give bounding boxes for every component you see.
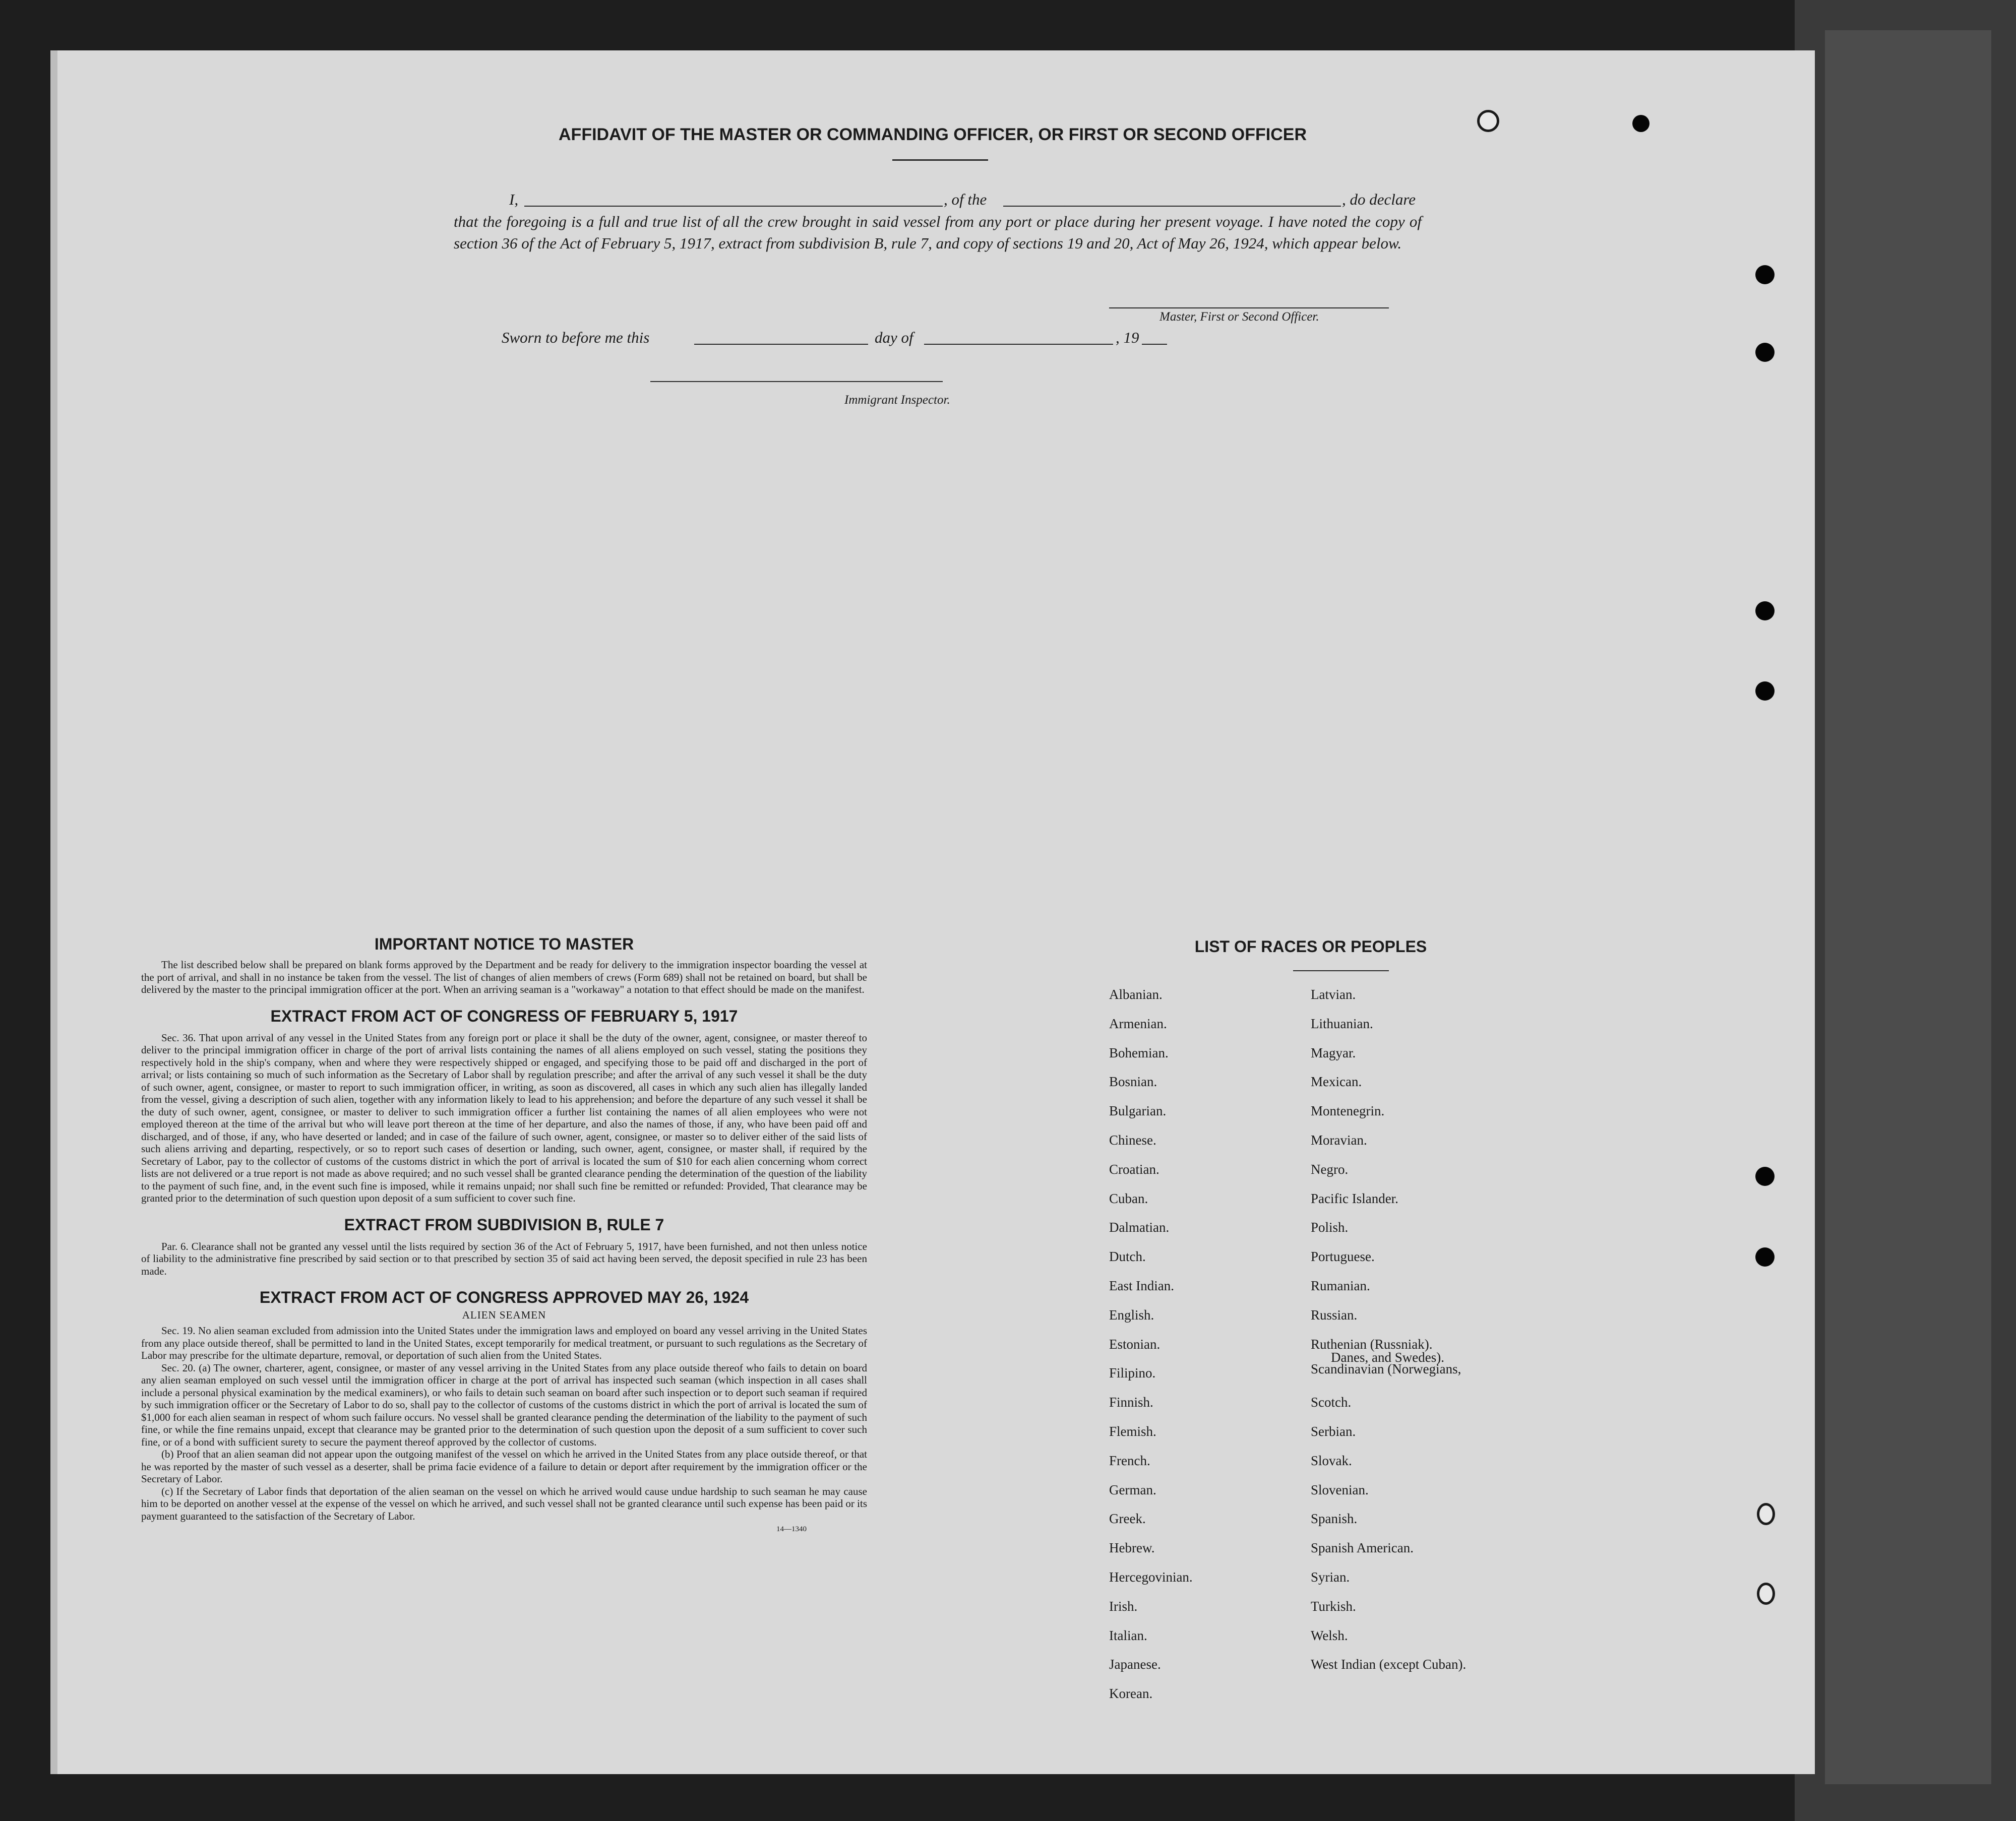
sworn-line [502,329,1207,349]
races-title-underline [1293,970,1389,971]
race-item: German. [1109,1482,1156,1497]
i-label: I, [509,191,519,208]
affidavit-line-1 [509,191,1422,211]
race-item: Irish. [1109,1598,1138,1614]
race-item: Moravian. [1311,1133,1367,1148]
race-item: Italian. [1109,1627,1147,1643]
race-item: Magyar. [1311,1045,1356,1060]
punch-hole-icon [1755,601,1775,620]
page-left-edge [50,50,57,1774]
extract-rule7-title: EXTRACT FROM SUBDIVISION B, RULE 7 [344,1215,664,1234]
race-item: Pacific Islander. [1311,1190,1398,1206]
race-item: Hercegovinian. [1109,1569,1193,1585]
race-item: English. [1109,1307,1154,1323]
race-item: Scotch. [1311,1395,1352,1410]
race-item: Scandinavian (Norwegians, [1311,1361,1461,1377]
race-item: Rumanian. [1311,1278,1370,1293]
punch-hole-icon [1755,681,1775,701]
race-item: Spanish. [1311,1511,1358,1527]
race-item: Ruthenian (Russniak). [1311,1336,1433,1352]
sworn-month-blank [924,344,1113,345]
alien-seamen-subtitle: ALIEN SEAMEN [462,1309,546,1321]
underlying-page-edge [1825,30,1991,1784]
punch-hole-icon [1755,1167,1775,1186]
race-item: Bosnian. [1109,1074,1157,1090]
punch-hole-icon [1477,110,1499,132]
sec-20-c: (c) If the Secretary of Labor finds that deportation of the alien seaman on the vessel on which he arrived would cause undue hardship to such seaman he may cause him to be deported on another vessel at the expense of the vessel on which he arrived, and such vessel shall not be granted clearance until such expense has been paid or its payment guaranteed to the satisfaction of the Secretary of Labor. [141,1485,867,1522]
year-label: , 19 [1116,329,1139,346]
race-item: Chinese. [1109,1133,1156,1148]
extract-1924-title: EXTRACT FROM ACT OF CONGRESS APPROVED MAY 26, 1924 [259,1288,749,1306]
punch-hole-icon [1755,1247,1775,1267]
race-item: Slovak. [1311,1453,1352,1468]
race-item: Bulgarian. [1109,1103,1167,1119]
sec-20-a: Sec. 20. (a) The owner, charterer, agent, consignee, or master of any vessel arriving in the United States from any place outside thereof who fails to detain on board any alien seaman employed on such vessel until the immigration officer in charge at the port of arrival has inspected such seaman (which inspection in all cases shall include a personal physical examination by the medical examiners), or who fails to detain such seaman on board after such inspection or to deport such seaman if required by such immigration officer or the Secretary of Labor to do so, shall pay to the collector of customs of the customs district in which the port of arrival is located the sum of $1,000 for each alien seaman in respect of whom such failure occurs. No vessel shall be granted clearance pending the determination of the liability to the payment of such fine, or while the fine remains unpaid, except that clearance may be granted prior to the determination of such question upon the deposit of a sum sufficient to cover such fine, or of a bond with sufficient surety to secure the payment thereof approved by the collector of customs. [141,1361,867,1448]
race-item: Serbian. [1311,1424,1356,1439]
punch-hole-icon [1755,343,1775,362]
race-item: Slovenian. [1311,1482,1369,1497]
race-item: Latvian. [1311,987,1356,1002]
name-blank [524,206,943,207]
extract-1917-body: Sec. 36. That upon arrival of any vessel in the United States from any foreign port or place it shall be the duty of the owner, agent, consignee, or master thereof to deliver to the principal immigration officer in charge of the port of arrival lists containing the names of all aliens employed on such vessel, stating the positions they respectively hold in the ship's company, when and where they were respectively shipped or engaged, and specifying those to be paid off and discharged in the port of arrival; or lists containing so much of such information as the Secretary of Labor shall by regulation prescribe; and after the arrival of any such vessel it shall be the duty of such owner, agent, consignee, or master to report to such immigration officer, in writing, as soon as discovered, all cases in which any such alien has illegally landed from the vessel, giving a description of such alien, together with any information likely to lead to his apprehension; and before the departure of any such vessel it shall be the duty of such owner, agent, consignee, or master to deliver to such immigration officer a further list containing the names of all alien employees who were not employed thereon at the time of the arrival but who will leave port thereon at the time of her departure, and also the names of those, if any, who have been paid off and discharged, and of those, if any, who have deserted or landed; and in case of the failure of such owner, agent, consignee, or master so to deliver either of the said lists of such aliens arriving and departing, respectively, or so to report such cases of desertion or landing, such owner, agent, consignee, or master shall, if required by the Secretary of Labor, pay to the collector of customs of the customs district in which the port of arrival is located the sum of $10 for each alien concerning whom correct lists are not delivered or a true report is not made as above required; and no such vessel shall be granted clearance pending the determination of the question of the liability to the payment of such fine, and, in the event such fine is imposed, while it remains unpaid; nor shall such fine be remitted or refunded: Provided, That clearance may be granted prior to the determination of such question upon deposit of a sum sufficient to cover such fine. [141,1031,867,1204]
race-item: Bohemian. [1109,1045,1169,1060]
inspector-signature-label: Immigrant Inspector. [844,393,950,407]
affidavit-title: AFFIDAVIT OF THE MASTER OR COMMANDING OFFICER, OR FIRST OR SECOND OFFICER [559,125,1307,144]
race-item: Mexican. [1311,1074,1362,1090]
races-title: LIST OF RACES OR PEOPLES [1194,937,1427,956]
sec-19: Sec. 19. No alien seaman excluded from admission into the United States under the immigration laws and employed on board any vessel arriving in the United States from any place outside thereof, shall be permitted to land in the United States, except temporarily for medical treatment, or pursuant to such regulations as the Secretary of Labor may prescribe for the ultimate departure, removal, or deportation of such alien from the United States. [141,1325,867,1361]
race-item: Korean. [1109,1686,1153,1702]
race-item: Montenegrin. [1311,1103,1385,1119]
master-signature-label: Master, First or Second Officer. [1159,310,1319,324]
race-item: West Indian (except Cuban). [1311,1657,1467,1672]
notice-title: IMPORTANT NOTICE TO MASTER [374,935,634,953]
affidavit-body: that the foregoing is a full and true list of all the crew brought in said vessel from any port or place during her present voyage. I have noted the copy of section 36 of the Act of February 5, 1917, extract from subdivision B, rule 7, and copy of sections 19 and 20, Act of May 26, 1924, which appear below. [454,213,1422,252]
race-item: Croatian. [1109,1161,1159,1177]
race-item: Japanese. [1109,1657,1161,1672]
sworn-year-blank [1142,344,1167,345]
race-item: Dalmatian. [1109,1220,1170,1235]
inspector-signature-line [650,381,943,382]
master-signature-line [1109,307,1389,308]
do-declare-label: , do declare [1342,191,1416,208]
race-item: Russian. [1311,1307,1358,1323]
vessel-blank [1003,206,1341,207]
punch-hole-icon [1755,265,1775,284]
punch-hole-icon [1632,115,1650,132]
race-item: Cuban. [1109,1190,1148,1206]
race-item: East Indian. [1109,1278,1174,1293]
legal-extracts-column [141,935,867,1534]
race-item: Negro. [1311,1161,1349,1177]
punch-hole-icon [1757,1583,1775,1605]
extract-1917-title: EXTRACT FROM ACT OF CONGRESS OF FEBRUARY 5, 1917 [270,1007,738,1025]
race-item: Greek. [1109,1511,1146,1527]
of-the-label: , of the [944,191,987,208]
extract-rule7-body: Par. 6. Clearance shall not be granted any vessel until the lists required by section 36 of the Act of February 5, 1917, have been furnished, and not then unless notice of liability to the administrative fine prescribed by said section or to that prescribed by section 35 of said act having been served, the deposit specified in rule 23 has been made. [141,1240,867,1277]
race-item: Estonian. [1109,1336,1160,1352]
race-item: Lithuanian. [1311,1016,1373,1031]
notice-body: The list described below shall be prepared on blank forms approved by the Department and be ready for delivery to the immigration inspector boarding the vessel at the port of arrival, and shall in no instance be taken from the vessel. The list of changes of alien members of crews (Form 689) shall not be retained on board, but shall be delivered by the master to the principal immigration officer at the port. When an arriving seaman is a "workaway" a notation to that effect should be made on the manifest. [141,959,867,995]
race-item: Finnish. [1109,1395,1153,1410]
day-of-label: day of [875,329,913,346]
race-item: Filipino. [1109,1365,1156,1381]
race-item: Syrian. [1311,1569,1350,1585]
race-item: Danes, and Swedes). [1331,1349,1444,1365]
race-item: Hebrew. [1109,1540,1155,1556]
extract-1924-body [141,1325,867,1522]
sec-20-b: (b) Proof that an alien seaman did not appear upon the outgoing manifest of the vessel on which he arrived in the United States from any place outside thereof, or that he was reported by the master of such vessel as a deserter, shall be prima facie evidence of a failure to detain or deport after requirement by the immigration officer or the Secretary of Labor. [141,1448,867,1485]
title-underline [892,159,988,161]
punch-hole-icon [1757,1503,1775,1525]
race-item: Turkish. [1311,1598,1356,1614]
race-item: Spanish American. [1311,1540,1414,1556]
form-number: 14—1340 [776,1525,807,1533]
race-item: French. [1109,1453,1150,1468]
sworn-label: Sworn to before me this [502,329,650,346]
race-item: Welsh. [1311,1627,1348,1643]
race-item: Flemish. [1109,1424,1156,1439]
race-item: Polish. [1311,1220,1349,1235]
sworn-day-blank [694,344,868,345]
race-item: Portuguese. [1311,1249,1375,1265]
race-item: Armenian. [1109,1016,1167,1031]
race-item: Dutch. [1109,1249,1146,1265]
race-item: Albanian. [1109,987,1163,1002]
